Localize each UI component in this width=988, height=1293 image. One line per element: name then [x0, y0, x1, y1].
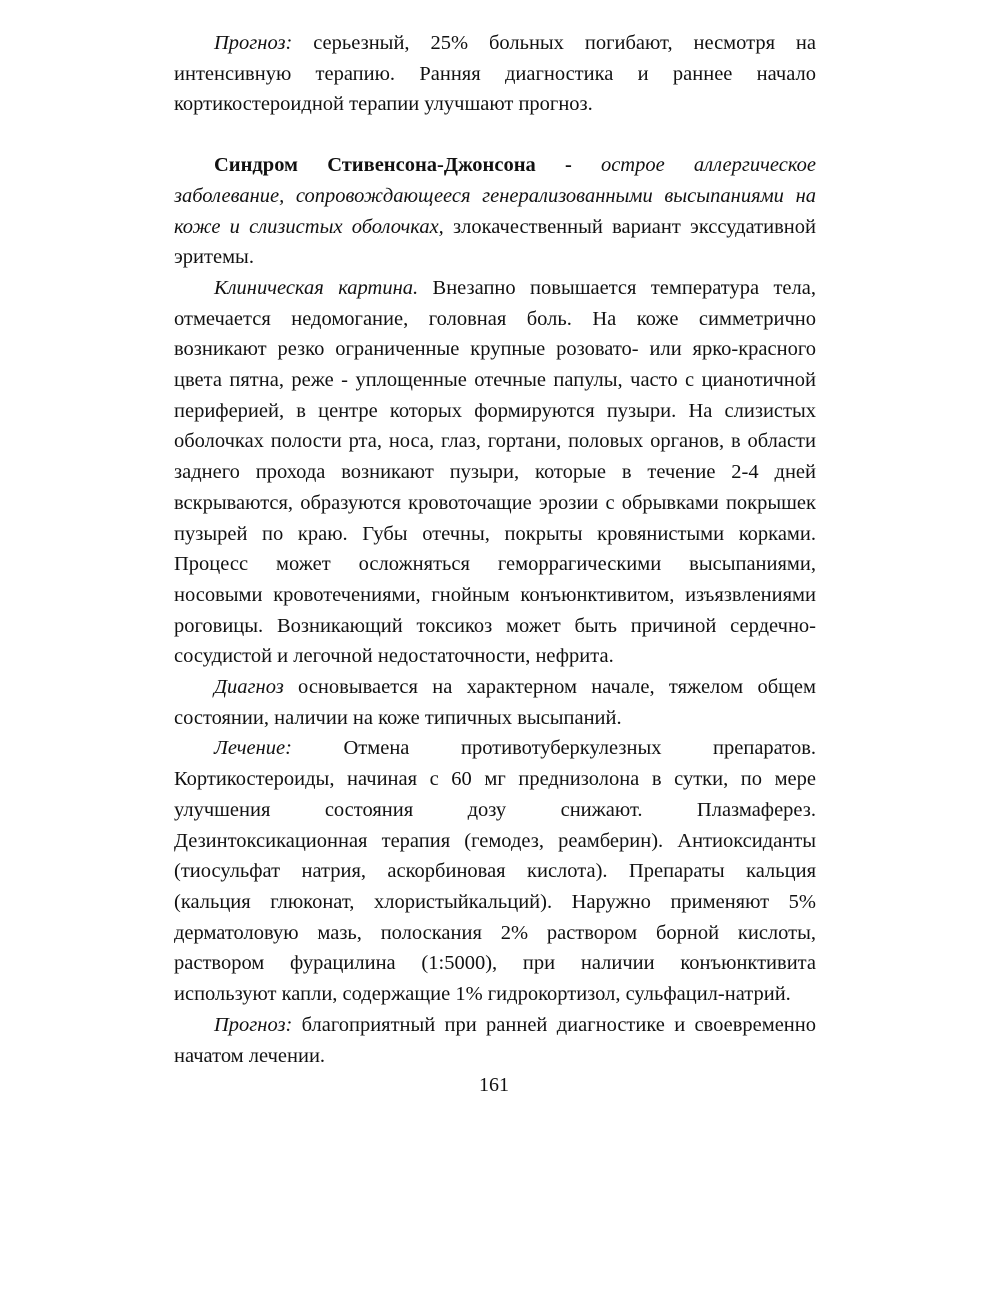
- treatment-label: Лечение:: [214, 737, 292, 760]
- prognosis-label: Прогноз:: [214, 1013, 293, 1036]
- syndrome-definition-text: злокачественный вариант экссудативной эритемы.: [174, 215, 816, 269]
- page-body: [174, 28, 816, 1071]
- diagnosis-label: Диагноз: [214, 676, 284, 699]
- clinical-picture-paragraph: [174, 273, 816, 672]
- diagnosis-text: основывается на характерном начале, тяжелом общем состоянии, наличии на коже типичных высыпаний.: [174, 676, 816, 729]
- clinical-picture-label: Клиническая картина.: [214, 276, 419, 299]
- syndrome-definition: острое аллергическое заболевание, сопровождающееся генерализованными высыпаниями на коже и слизистых оболочках,: [174, 154, 816, 238]
- prognosis-paragraph-2: [174, 1010, 816, 1071]
- page-number: 161: [479, 1074, 509, 1096]
- treatment-paragraph: [174, 733, 816, 1009]
- prognosis-paragraph-1: [174, 28, 816, 120]
- syndrome-heading: Синдром Стивенсона-Джонсона -: [214, 154, 572, 177]
- prognosis-text: серьезный, 25% больных погибают, несмотря на интенсивную терапию. Ранняя диагностика и раннее начало кортикостероидной терапии улучшают прогноз.: [174, 32, 816, 116]
- diagnosis-paragraph: [174, 672, 816, 733]
- prognosis-text: благоприятный при ранней диагностике и своевременно начатом лечении.: [174, 1013, 816, 1067]
- clinical-picture-text: Внезапно повышается температура тела, отмечается недомогание, головная боль. На коже симметрично возникают резко ограниченные крупные розовато- или ярко-красного цвета пятна, реже - уплощенные отечные папулы, часто с цианотичной периферией, в центре которых формируются пузыри. На слизистых оболочках полости рта, носа, глаз, гортани, половых органов, в области заднего прохода возникают пузыри, которые в течение 2-4 дней вскрываются, образуются кровоточащие эрозии с обрывками покрышек пузырей по краю. Губы отечны, покрыты кровянистыми корками. Процесс может осложняться геморрагическими высыпаниями, носовыми кровотечениями, гнойным конъюнктивитом, изъязвлениями роговицы. Возникающий токсикоз может быть причиной сердечно-сосудистой и легочной недостаточности, нефрита.: [174, 276, 816, 668]
- syndrome-definition-paragraph: [174, 150, 816, 273]
- prognosis-label: Прогноз:: [214, 32, 293, 54]
- treatment-text: Отмена противотуберкулезных препаратов. Кортикостероиды, начиная с 60 мг преднизолона в сутки, по мере улучшения состояния дозу снижают. Плазмаферез. Дезинтоксикационная терапия (гемодез, реамберин). Антиоксиданты (тиосульфат натрия, аскорбиновая кислота). Препараты кальция (кальция глюконат, хлористыйкальций). Наружно применяют 5% дерматоловую мазь, полоскания 2% раствором борной кислоты, раствором фурацилина (1:5000), при наличии конъюнктивита используют капли, содержащие 1% гидрокортизол, сульфацил-натрий.: [174, 737, 816, 1006]
